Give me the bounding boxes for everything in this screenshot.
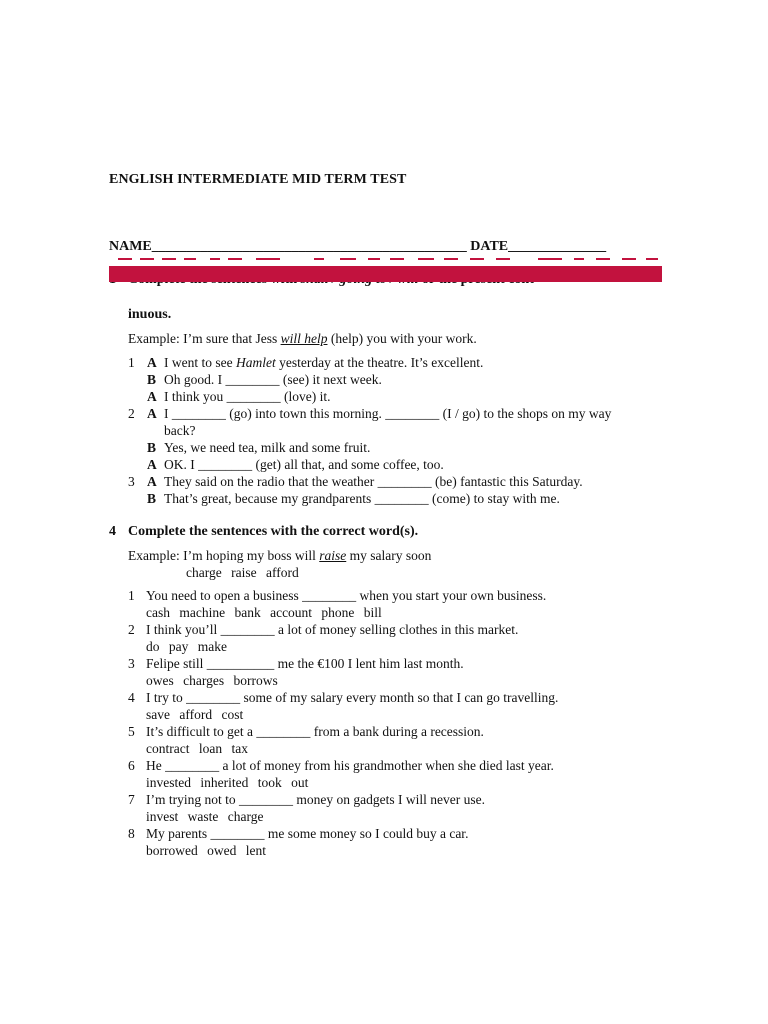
example-answer: will help [280,331,328,346]
section1-heading-continued: inuous. [128,307,172,322]
options-8: borrowed owed lent [146,843,266,858]
name-date-line: NAME_____________________________________________ DATE______________ [109,239,607,254]
options-4: save afford cost [146,707,244,722]
decorative-dashes [118,254,658,264]
options-2: do pay make [146,639,227,654]
example-options: charge raise afford [186,565,299,580]
section4-heading: 4 Complete the sentences with the correct word(s). [109,524,419,539]
page-title: ENGLISH INTERMEDIATE MID TERM TEST [109,172,407,187]
options-7: invest waste charge [146,809,264,824]
example-answer: raise [319,548,347,563]
section4-example: Example: I’m hoping my boss will raise my salary soon [128,548,432,563]
red-highlight-bar [109,266,662,282]
section4-number: 4 [109,524,116,539]
options-1: cash machine bank account phone bill [146,605,382,620]
options-3: owes charges borrows [146,673,278,688]
options-5: contract loan tax [146,741,248,756]
options-6: invested inherited took out [146,775,309,790]
section1-example: Example: I’m sure that Jess will help (help) you with your work. [128,331,477,346]
